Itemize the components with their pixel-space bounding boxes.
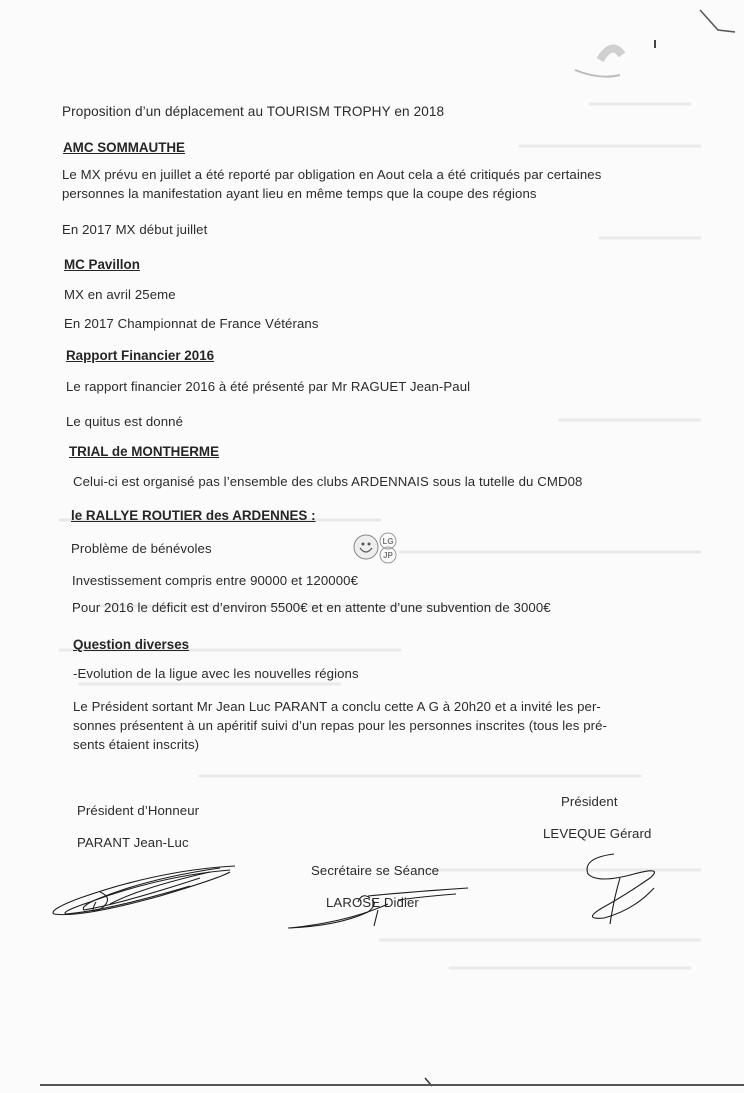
honor-president-title: Président d’Honneur [77, 803, 200, 818]
section-heading-question-diverses: Question diverses [73, 637, 190, 652]
amc-line-1: Le MX prévu en juillet a été reporté par obligation en Aout cela a été critiqués par certaines [62, 167, 602, 182]
intro-line: Proposition d’un déplacement au TOURISM TROPHY en 2018 [62, 104, 445, 119]
question-line-4: sents étaient inscrits) [73, 737, 200, 752]
question-line-3: sonnes présentent à un apéritif suivi d’un repas pour les personnes inscrites (tous les pré- [73, 718, 608, 733]
rapport-line-2: Le quitus est donné [66, 414, 184, 429]
honor-president-signature [40, 858, 240, 918]
president-name: LEVEQUE Gérard [543, 826, 652, 841]
section-heading-trial-montherme: TRIAL de MONTHERME [69, 444, 220, 459]
section-heading-mc-pavillon: MC Pavillon [64, 257, 140, 272]
secretary-name: LAROSE Didier [326, 895, 419, 910]
lg-jp-stamp-logo [350, 530, 398, 564]
bottom-page-edge-line [40, 1084, 744, 1086]
president-title: Président [561, 794, 618, 809]
pavillon-line-2: En 2017 Championnat de France Vétérans [64, 316, 319, 331]
honor-president-name: PARANT Jean-Luc [77, 835, 189, 850]
rapport-line-1: Le rapport financier 2016 à été présenté par Mr RAGUET Jean-Paul [66, 379, 471, 394]
rallye-line-3: Pour 2016 le déficit est d’environ 5500€ et en attente d’une subvention de 3000€ [72, 600, 551, 615]
question-line-1: -Evolution de la ligue avec les nouvelles régions [73, 666, 359, 681]
section-heading-amc-sommauthe: AMC SOMMAUTHE [63, 140, 185, 155]
pavillon-line-1: MX en avril 25eme [64, 287, 176, 302]
section-heading-rapport-financier: Rapport Financier 2016 [66, 348, 215, 363]
secretary-title: Secrétaire se Séance [311, 863, 440, 878]
amc-line-3: En 2017 MX début juillet [62, 222, 208, 237]
section-heading-rallye-routier: le RALLYE ROUTIER des ARDENNES : [71, 508, 316, 523]
rallye-line-2: Investissement compris entre 90000 et 120000€ [72, 573, 359, 588]
president-signature [574, 848, 664, 928]
trial-line-1: Celui-ci est organisé pas l’ensemble des clubs ARDENNAIS sous la tutelle du CMD08 [73, 474, 583, 489]
rallye-line-1: Problème de bénévoles [71, 541, 212, 556]
amc-line-2: personnes la manifestation ayant lieu en même temps que la coupe des régions [62, 186, 537, 201]
svg-text:LG: LG [382, 537, 394, 546]
svg-text:JP: JP [383, 551, 393, 560]
question-line-2: Le Président sortant Mr Jean Luc PARANT a conclu cette A G à 20h20 et a invité les per- [73, 699, 601, 714]
